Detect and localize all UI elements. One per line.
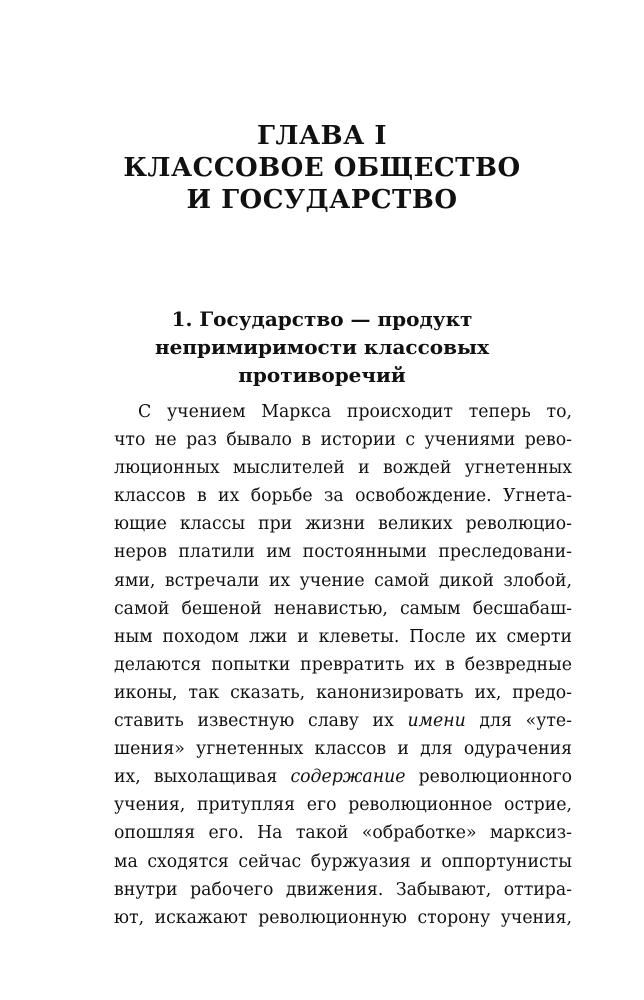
text-line: учения, притупляя его революционное острие, [114,795,572,816]
section-title-line-3: противоречий [238,363,406,387]
text-line: ющие классы при жизни великих революцио- [114,514,572,535]
text-line: самой бешеной ненавистью, самым бесшабаш- [114,598,572,619]
chapter-label: ГЛАВА I [257,121,387,151]
text-line: шения» угнетенных классов и для одурачения [114,739,572,760]
section-title-line-1: 1. Государство — продукт [171,307,473,331]
text-line: ным походом лжи и клеветы. После их смерти [114,626,572,647]
text-line: что не раз бывало в истории с учениями рево- [114,430,572,451]
text-line: неров платили им постоянными преследовани- [114,542,572,563]
text-line: ями, встречали их учение самой дикой злобой, [114,570,572,591]
section-title-line-2: непримиримости классовых [155,335,489,359]
text-line: внутри рабочего движения. Забывают, оттира- [114,879,572,900]
emphasis-word: имени [407,711,466,732]
text-line [114,707,572,735]
text-line: делаются попытки превратить их в безвредные [114,654,572,675]
text-line: классов в их борьбе за освобождение. Угнета- [114,486,572,507]
chapter-title-line-2: И ГОСУДАРСТВО [186,185,458,215]
text-line: ют, искажают революционную сторону учения, [114,907,572,928]
text-line: ма сходятся сейчас буржуазия и оппортунисты [114,851,572,872]
text-line: опошляя его. На такой «обработке» марксиз- [114,823,572,844]
text-run: революционного [405,767,572,788]
section-heading [0,305,644,389]
chapter-title-line-1: КЛАССОВОЕ ОБЩЕСТВО [123,153,521,183]
text-line: люционных мыслителей и вождей угнетенных [114,458,572,479]
text-run: для «уте- [465,711,572,732]
text-line [114,763,572,791]
emphasis-word: содержание [290,767,406,788]
text-line: иконы, так сказать, канонизировать их, предо- [114,682,572,703]
text-line: С учением Маркса происходит теперь то, [138,402,572,422]
body-paragraph [114,398,572,932]
text-run: ставить известную славу их [114,711,408,732]
text-run: их, выхолащивая [114,767,291,788]
chapter-heading [0,120,644,216]
